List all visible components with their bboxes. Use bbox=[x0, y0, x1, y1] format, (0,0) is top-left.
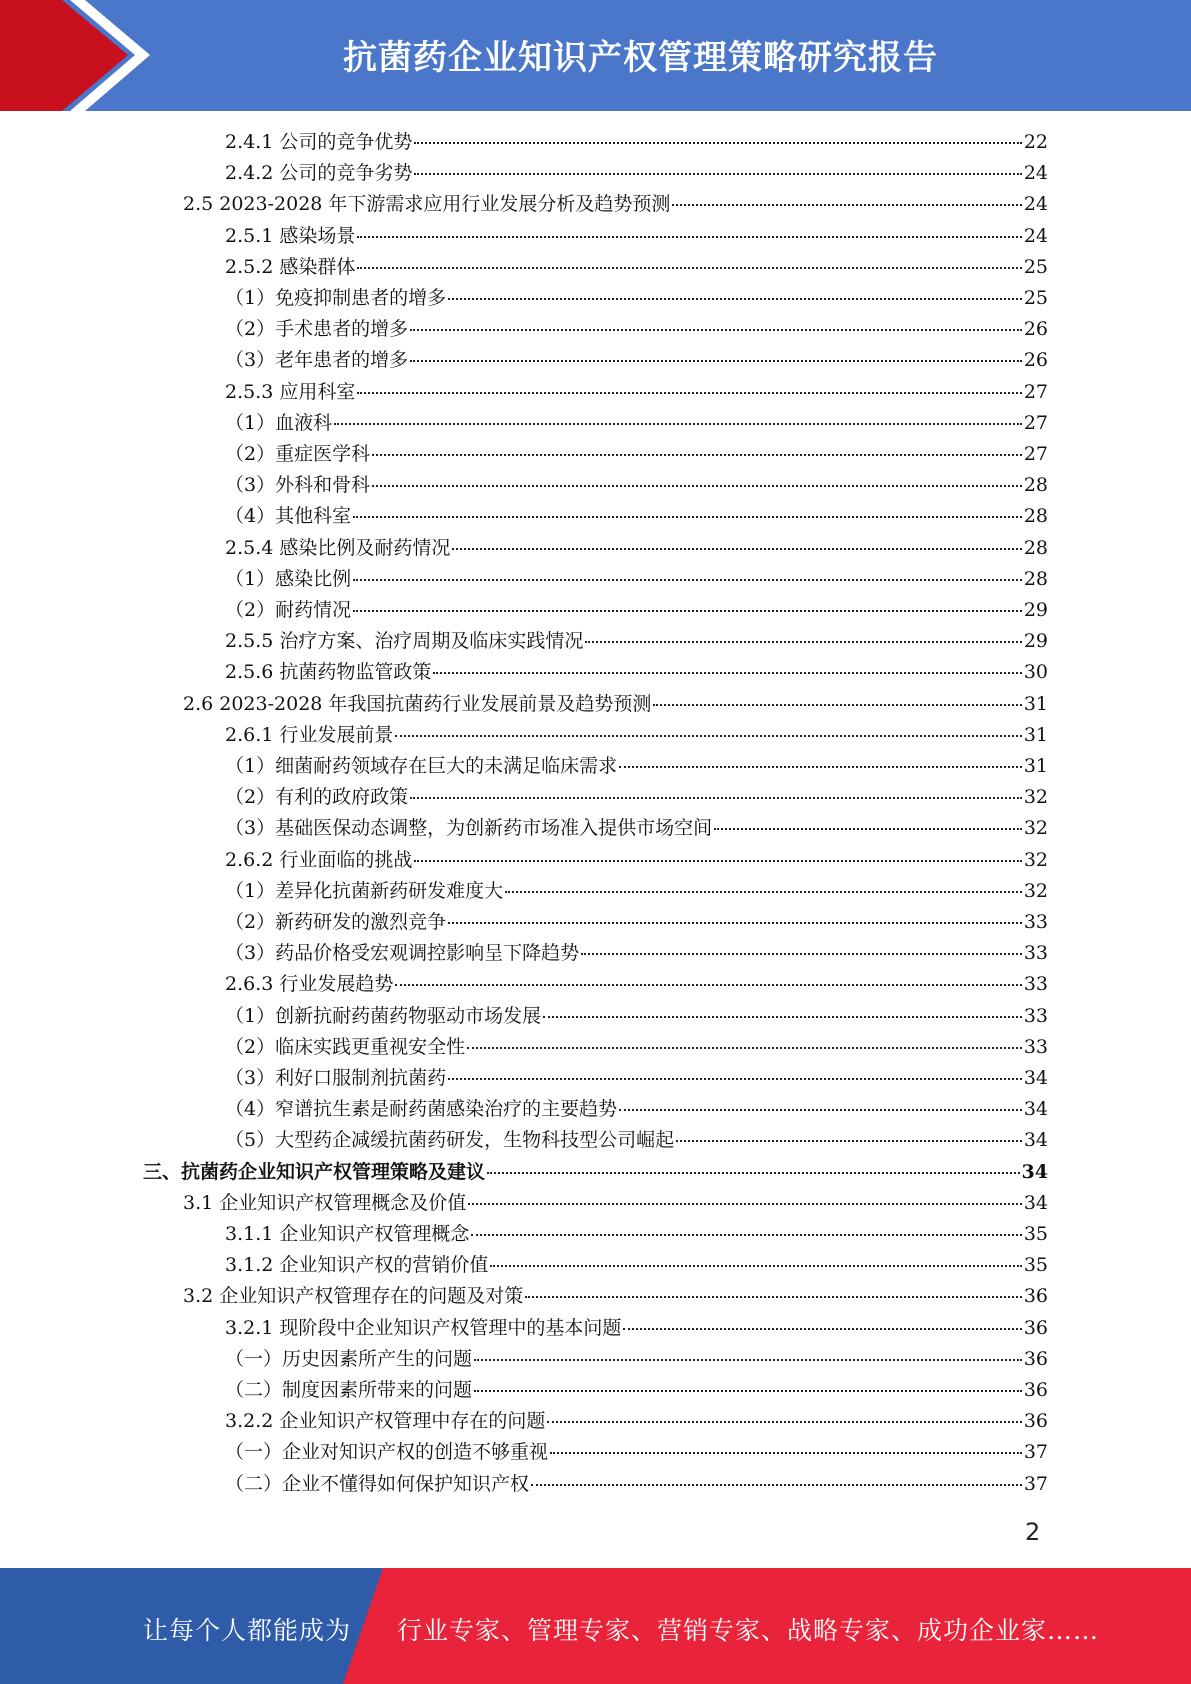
toc-entry[interactable] bbox=[225, 969, 1048, 1000]
toc-dot-leader bbox=[357, 236, 1021, 238]
toc-dot-leader bbox=[353, 579, 1022, 581]
toc-entry-title: （1）创新抗耐药菌药物驱动市场发展 bbox=[225, 1004, 542, 1027]
toc-dot-leader bbox=[410, 797, 1022, 799]
toc-entry[interactable] bbox=[225, 408, 1048, 439]
toc-entry[interactable] bbox=[183, 1188, 1048, 1219]
toc-entry-page: 30 bbox=[1023, 661, 1048, 684]
toc-entry-page: 24 bbox=[1023, 224, 1048, 247]
toc-entry[interactable] bbox=[225, 439, 1048, 470]
toc-entry-title: （一）企业对知识产权的创造不够重视 bbox=[225, 1441, 549, 1464]
toc-entry-title: （3）利好口服制剂抗菌药 bbox=[225, 1067, 447, 1089]
toc-dot-leader bbox=[487, 1172, 1020, 1174]
toc-entry-title: 2.5.4 感染比例及耐药情况 bbox=[225, 536, 451, 559]
toc-entry[interactable] bbox=[225, 1032, 1048, 1063]
toc-dot-leader bbox=[334, 423, 1022, 425]
report-title: 抗菌药企业知识产权管理策略研究报告 bbox=[343, 38, 938, 78]
toc-entry-page: 35 bbox=[1023, 1254, 1048, 1277]
toc-entry[interactable] bbox=[225, 876, 1048, 907]
toc-entry-title: 2.5.5 治疗方案、治疗周期及临床实践情况 bbox=[225, 630, 584, 653]
toc-entry-title: 2.5 2023-2028 年下游需求应用行业发展分析及趋势预测 bbox=[183, 193, 671, 216]
toc-dot-leader bbox=[448, 1078, 1022, 1080]
toc-entry[interactable] bbox=[225, 1406, 1048, 1437]
toc-entry-page: 31 bbox=[1023, 723, 1048, 746]
toc-entry-title: （2）临床实践更重视安全性 bbox=[225, 1035, 466, 1058]
toc-entry-page: 27 bbox=[1023, 443, 1048, 465]
toc-entry-title: （2）重症医学科 bbox=[225, 443, 371, 465]
toc-entry-title: 3.1.2 企业知识产权的营销价值 bbox=[225, 1254, 489, 1277]
toc-entry[interactable] bbox=[143, 1157, 1048, 1188]
toc-dot-leader bbox=[585, 641, 1021, 643]
toc-entry-title: 3.1.1 企业知识产权管理概念 bbox=[225, 1223, 470, 1245]
toc-entry[interactable] bbox=[225, 470, 1048, 501]
toc-dot-leader bbox=[467, 1047, 1022, 1049]
toc-entry-page: 33 bbox=[1023, 1035, 1048, 1058]
toc-dot-leader bbox=[653, 704, 1021, 706]
toc-entry[interactable] bbox=[225, 1469, 1048, 1500]
toc-entry-page: 28 bbox=[1023, 536, 1048, 559]
toc-entry[interactable] bbox=[225, 1219, 1048, 1250]
toc-dot-leader bbox=[448, 922, 1022, 924]
toc-entry-title: （1）细菌耐药领域存在巨大的未满足临床需求 bbox=[225, 755, 618, 777]
toc-entry-page: 36 bbox=[1023, 1347, 1048, 1370]
toc-entry[interactable] bbox=[225, 1001, 1048, 1032]
toc-entry-page: 33 bbox=[1023, 942, 1048, 965]
toc-entry[interactable] bbox=[183, 1281, 1048, 1312]
toc-dot-leader bbox=[372, 454, 1022, 456]
toc-entry-page: 31 bbox=[1023, 692, 1048, 715]
toc-entry-page: 26 bbox=[1023, 349, 1048, 372]
toc-entry-page: 34 bbox=[1023, 1191, 1048, 1214]
toc-entry-title: （2）有利的政府政策 bbox=[225, 786, 409, 809]
toc-dot-leader bbox=[452, 548, 1021, 550]
toc-entry-title: 2.6 2023-2028 年我国抗菌药行业发展前景及趋势预测 bbox=[183, 692, 652, 715]
toc-entry-title: 3.2.2 企业知识产权管理中存在的问题 bbox=[225, 1410, 546, 1433]
toc-entry-page: 35 bbox=[1023, 1223, 1048, 1245]
toc-entry-page: 33 bbox=[1023, 973, 1048, 996]
toc-dot-leader bbox=[410, 360, 1022, 362]
toc-entry-title: （2）手术患者的增多 bbox=[225, 318, 409, 341]
toc-dot-leader bbox=[490, 1265, 1021, 1267]
toc-entry[interactable] bbox=[225, 845, 1048, 876]
toc-entry-page: 36 bbox=[1023, 1285, 1048, 1308]
toc-entry[interactable] bbox=[225, 283, 1048, 314]
toc-dot-leader bbox=[531, 1484, 1022, 1486]
toc-entry-title: （3）老年患者的增多 bbox=[225, 349, 409, 372]
toc-entry-title: （1）免疫抑制患者的增多 bbox=[225, 287, 447, 309]
toc-entry-page: 33 bbox=[1023, 1004, 1048, 1027]
toc-dot-leader bbox=[357, 267, 1021, 269]
header-red-arrow bbox=[0, 0, 150, 111]
toc-entry[interactable] bbox=[183, 689, 1048, 720]
toc-entry[interactable] bbox=[225, 907, 1048, 938]
toc-entry-page: 34 bbox=[1023, 1098, 1048, 1121]
toc-entry[interactable] bbox=[225, 345, 1048, 376]
toc-entry-page: 24 bbox=[1023, 193, 1048, 216]
toc-entry[interactable] bbox=[225, 626, 1048, 657]
toc-entry[interactable] bbox=[225, 720, 1048, 751]
page-number: 2 bbox=[1025, 1518, 1041, 1546]
footer-slogan-right: 行业专家、管理专家、营销专家、战略专家、成功企业家…… bbox=[397, 1616, 1100, 1645]
toc-entry[interactable] bbox=[225, 782, 1048, 813]
toc-entry[interactable] bbox=[225, 221, 1048, 252]
toc-entry-title: （5）大型药企减缓抗菌药研发，生物科技型公司崛起 bbox=[225, 1129, 675, 1152]
toc-dot-leader bbox=[505, 891, 1022, 893]
toc-entry-title: 3.2.1 现阶段中企业知识产权管理中的基本问题 bbox=[225, 1316, 622, 1339]
toc-entry-page: 32 bbox=[1023, 786, 1048, 809]
toc-entry-title: （二）企业不懂得如何保护知识产权 bbox=[225, 1472, 530, 1495]
toc-dot-leader bbox=[525, 1296, 1022, 1298]
toc-entry-title: 2.4.2 公司的竞争劣势 bbox=[225, 162, 413, 185]
toc-entry-title: （3）外科和骨科 bbox=[225, 474, 371, 497]
toc-entry-page: 34 bbox=[1021, 1160, 1048, 1183]
toc-entry[interactable] bbox=[225, 1250, 1048, 1281]
toc-entry-page: 24 bbox=[1023, 162, 1048, 185]
toc-dot-leader bbox=[353, 610, 1022, 612]
toc-dot-leader bbox=[623, 1328, 1021, 1330]
toc-entry[interactable] bbox=[225, 127, 1048, 158]
toc-entry-title: （1）差异化抗菌新药研发难度大 bbox=[225, 879, 504, 902]
toc-entry-page: 33 bbox=[1023, 911, 1048, 933]
toc-entry[interactable] bbox=[225, 595, 1048, 626]
toc-entry-title: （1）血液科 bbox=[225, 411, 333, 434]
toc-dot-leader bbox=[619, 766, 1022, 768]
toc-entry-page: 29 bbox=[1023, 630, 1048, 653]
toc-entry-title: （4）窄谱抗生素是耐药菌感染治疗的主要趋势 bbox=[225, 1098, 618, 1121]
toc-entry-title: （2）新药研发的激烈竞争 bbox=[225, 911, 447, 933]
toc-entry-page: 32 bbox=[1023, 879, 1048, 902]
toc-dot-leader bbox=[543, 1016, 1022, 1018]
toc-entry[interactable] bbox=[225, 501, 1048, 532]
toc-entry-page: 26 bbox=[1023, 318, 1048, 341]
toc-entry-page: 36 bbox=[1023, 1316, 1048, 1339]
toc-dot-leader bbox=[474, 1390, 1022, 1392]
toc-entry-page: 31 bbox=[1023, 755, 1048, 777]
toc-entry[interactable] bbox=[225, 1375, 1048, 1406]
toc-dot-leader bbox=[547, 1421, 1021, 1423]
toc-entry[interactable] bbox=[225, 1094, 1048, 1125]
toc-entry[interactable] bbox=[225, 252, 1048, 283]
toc-entry-page: 37 bbox=[1023, 1472, 1048, 1495]
toc-dot-leader bbox=[471, 1234, 1021, 1236]
toc-entry-page: 22 bbox=[1023, 131, 1048, 153]
toc-entry-title: 2.5.3 应用科室 bbox=[225, 380, 356, 403]
toc-entry-page: 28 bbox=[1023, 505, 1048, 528]
toc-entry-title: （4）其他科室 bbox=[225, 505, 352, 528]
toc-entry-title: 2.6.1 行业发展前景 bbox=[225, 723, 394, 746]
toc-entry[interactable] bbox=[225, 1125, 1048, 1156]
toc-entry[interactable] bbox=[225, 1344, 1048, 1375]
toc-entry-title: （一）历史因素所产生的问题 bbox=[225, 1347, 473, 1370]
toc-dot-leader bbox=[357, 392, 1021, 394]
toc-entry-title: 2.5.1 感染场景 bbox=[225, 224, 356, 247]
toc-entry-title: （3）药品价格受宏观调控影响呈下降趋势 bbox=[225, 942, 580, 965]
toc-entry-title: 2.5.6 抗菌药物监管政策 bbox=[225, 661, 432, 684]
toc-entry-title: 三、抗菌药企业知识产权管理策略及建议 bbox=[143, 1160, 486, 1183]
toc-entry[interactable] bbox=[225, 1063, 1048, 1094]
toc-dot-leader bbox=[353, 516, 1022, 518]
toc-entry-page: 36 bbox=[1023, 1379, 1048, 1401]
toc-entry-title: 2.6.3 行业发展趋势 bbox=[225, 973, 394, 996]
toc-dot-leader bbox=[372, 485, 1022, 487]
toc-dot-leader bbox=[714, 828, 1022, 830]
toc-entry-page: 37 bbox=[1023, 1441, 1048, 1464]
toc-entry[interactable] bbox=[225, 751, 1048, 782]
page-header bbox=[0, 0, 1191, 111]
toc-entry-page: 25 bbox=[1023, 287, 1048, 309]
toc-dot-leader bbox=[448, 298, 1022, 300]
toc-entry[interactable] bbox=[225, 377, 1048, 408]
toc-entry[interactable] bbox=[225, 1437, 1048, 1468]
toc-entry-page: 34 bbox=[1023, 1129, 1048, 1152]
toc-entry-title: 2.6.2 行业面临的挑战 bbox=[225, 848, 413, 871]
toc-entry-title: （1）感染比例 bbox=[225, 567, 352, 590]
toc-entry-page: 34 bbox=[1023, 1067, 1048, 1089]
toc-entry-page: 28 bbox=[1023, 474, 1048, 497]
toc-entry-title: 2.4.1 公司的竞争优势 bbox=[225, 131, 413, 153]
toc-entry[interactable] bbox=[225, 938, 1048, 969]
toc-entry-title: （2）耐药情况 bbox=[225, 599, 352, 621]
toc-dot-leader bbox=[414, 173, 1021, 175]
toc-entry-page: 25 bbox=[1023, 255, 1048, 278]
toc-entry[interactable] bbox=[225, 564, 1048, 595]
toc-dot-leader bbox=[672, 204, 1021, 206]
toc-dot-leader bbox=[581, 953, 1022, 955]
toc-entry-page: 32 bbox=[1023, 817, 1048, 840]
toc-entry-page: 27 bbox=[1023, 411, 1048, 434]
toc-dot-leader bbox=[468, 1203, 1022, 1205]
toc-entry[interactable] bbox=[225, 158, 1048, 189]
toc-entry-title: 2.5.2 感染群体 bbox=[225, 255, 356, 278]
toc-entry-title: 3.1 企业知识产权管理概念及价值 bbox=[183, 1191, 467, 1214]
toc-entry-title: （二）制度因素所带来的问题 bbox=[225, 1379, 473, 1401]
toc-dot-leader bbox=[676, 1140, 1022, 1142]
toc-dot-leader bbox=[550, 1452, 1022, 1454]
toc-dot-leader bbox=[474, 1359, 1022, 1361]
toc-dot-leader bbox=[410, 329, 1022, 331]
toc-entry-page: 29 bbox=[1023, 599, 1048, 621]
page-footer bbox=[0, 1568, 1191, 1684]
toc-entry[interactable] bbox=[183, 189, 1048, 220]
toc-dot-leader bbox=[414, 860, 1021, 862]
toc-entry-page: 27 bbox=[1023, 380, 1048, 403]
toc-entry-page: 32 bbox=[1023, 848, 1048, 871]
toc-entry[interactable] bbox=[225, 1313, 1048, 1344]
toc-entry[interactable] bbox=[225, 533, 1048, 564]
toc-entry-title: （3）基础医保动态调整，为创新药市场准入提供市场空间 bbox=[225, 817, 713, 840]
toc-entry[interactable] bbox=[225, 314, 1048, 345]
toc-dot-leader bbox=[395, 984, 1021, 986]
toc-dot-leader bbox=[433, 672, 1021, 674]
footer-slogan-left: 让每个人都能成为 bbox=[143, 1616, 352, 1645]
toc-entry[interactable] bbox=[225, 813, 1048, 844]
toc-entry-title: 3.2 企业知识产权管理存在的问题及对策 bbox=[183, 1285, 524, 1308]
toc-dot-leader bbox=[414, 142, 1021, 144]
toc-entry-page: 28 bbox=[1023, 567, 1048, 590]
toc-entry[interactable] bbox=[225, 657, 1048, 688]
toc-dot-leader bbox=[395, 735, 1021, 737]
toc-dot-leader bbox=[619, 1109, 1022, 1111]
toc-entry-page: 36 bbox=[1023, 1410, 1048, 1433]
